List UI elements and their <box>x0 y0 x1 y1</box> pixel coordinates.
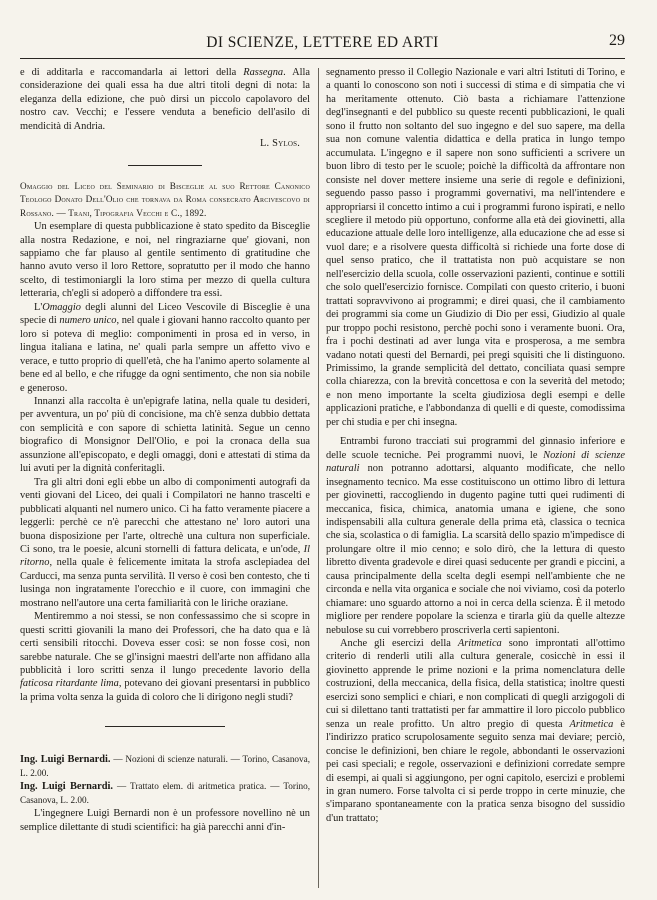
paragraph: Mentiremmo a noi stessi, se non confessassimo che si scopre in questi scritti giovanili la mano dei Professori, che ha dato qua e là certi sensibili ritocchi. Doveva esser così: se non fosse così, non sarebbe naturale. Che se gl'insigni maestri dell'arte non affidano alla pubblicità i loro scritti senza il lungo precedente lavorio della faticosa ritardante lima, potevano dei giovani presentarsi in pubblico la prima volta senza la guida di coloro che li dirigono negli studi? <box>20 611 311 703</box>
section-separator <box>128 165 202 166</box>
signature: L. Sylos. <box>260 138 300 150</box>
running-header <box>20 30 625 59</box>
book-entry: Ing. Luigi Bernardi. — Trattato elem. di aritmetica pratica. — Torino, Casanova, L. 2.00. <box>20 781 310 805</box>
paragraph: Anche gli esercizi della Aritmetica sono improntati all'ottimo criterio di renderli utili alla cultura generale, cosicchè in essi il giovinetto apprende le prime nozioni e la prima nomenclatura delle costruzioni, della meccanica, della fisica, della statistica; inoltre questi esercizi sono semplici e chiari, e non complicati di quegli arzigogoli di cui si dilettano tanti trattatisti per far ammattire il loro piccolo pubblico senza un reale profitto. Un altro pregio di questa Aritmetica è l'indirizzo pratico scrupolosamente seguito senza mai deviare; perciò, concise le definizioni, ben chiare le regole, abbondanti le osservazioni pei casi speciali; e regole, osservazioni e definizioni corredate sempre di esempi, ai quali si aggiungono, per ogni capitolo, esercizi e problemi in gran numero. Forse talvolta ci si perde troppo in certe minuzie, che s'imparano spontaneamente con la pratica senza bisogno del sussidio d'un trattato; <box>326 638 626 824</box>
paragraph: Un esemplare di questa pubblicazione è stato spedito da Bisceglie alla nostra Redazione, e noi, nel ringraziarne que' giovani, non sappiamo che far plauso al gentile sentimento di gratitudine che hanno avuto verso il loro Rettore, sopratutto per il modo che hanno scelto, di testimoniargli la loro stima per mezzo di quella cultura letteraria, ch'egli si adoperò a diffondere tra essi. <box>20 221 310 300</box>
paragraph: segnamento presso il Collegio Nazionale e vari altri Istituti di Torino, e a quanti lo conoscono son noti i successi di stima e di simpatia che vi ha meritamente ottenuto. Ciò basta a richiamare l'attenzione degl'insegnanti e del pubblico su queste recenti pubblicazioni, le quali sono il frutto non soltanto del suo ingegno e del suo sapere, ma della sua non comune valentia didattica e della pratica in lungo tempo accumulata. L'ingegno e il sapere non sono sufficienti a scrivere un buon libro di testo per le scuole; poichè la difficoltà da affrontare non consiste nel dover mettere insieme una serie di regole e definizioni, seguendo passo passo i programmi governativi, ma nell'intendere e appropriarsi il concetto intimo a cui i programmi furono ispirati, e nello scegliere il metodo più opportuno, conforme alla età dei giovinetti, alla educazione attuale delle loro intelligenze, alla educazione che ad esse si vuol dare; e a risolvere questa difficoltà si richiede una forte dose di quel senso pratico, che il trattatista non può acquistare se non nell'esercizio della scuola, colle osservazioni pazienti, continue e sottili che solo quell'esercizio fornisce. Compilati con questo criterio, i buoni trattati sopravvivono ai programmi; e direi quasi, che il cambiamento dei programmi sia come un Giudizio di Dio per essi, Giudizio al quale pur troppo pochi resistono, perchè pochi sono i veramente buoni. Ora, fra i pochi destinati ad aver lunga vita e prosperosa, a me sembra vadano notati questi del Bernardi, pei pregi squisiti che li distinguono. Primissimo, la grande semplicità del dettato, conciliata quasi sempre colla chiarezza, con la brevità concettosa e con la severità del metodo; e non meno importante la scelta giudiziosa degli esempi e delle applicazioni pratiche, e l'abbondanza di quelli e di queste, comodissima per chi studia e per chi insegna. <box>326 67 625 428</box>
right-column <box>326 66 625 825</box>
review-heading: Omaggio del Liceo del Seminario di Bisceglie al suo Rettore Canonico Teologo Donato Dell'Olio che tornava da Roma consecrato Arcivescovo di Rossano. — Trani, Tipografia Vecchi e C., 1892. <box>20 180 310 218</box>
paragraph: Tra gli altri doni egli ebbe un albo di componimenti autografi da venti giovani del Liceo, dei quali i Compilatori ne hanno trascelti e pubblicati alquanti nel numero unico. Ci ha fatto veramente piacere a leggerli: perchè ce n'è parecchi che attestano ne' loro autori una buona disposizione per l'arte, oltrechè una cultura non superficiale. Ci sono, tra le poesie, alcuni stornelli di fattura delicata, e un'ode, Il ritorno, nella quale è felicemente imitata la strofa asclepiadea del Carducci, ma senza punta servilità. Il verso è così ben contesto, che ti lusinga non ingratamente l'orecchio e il cuore, con immagini che mostrano nell'autore una certa familiarità con le liriche oraziane. <box>20 476 310 609</box>
paragraph: Innanzi alla raccolta è un'epigrafe latina, nella quale tu desideri, per avventura, un po' più di concisione, ma ch'è senza dubbio dettata con semplicità e con sapore di schietta latinità. Segue un cenno biografico di Monsignor Dell'Olio, e poi la cronaca della sua assunzione all'episcopato, e degli omaggi, doni e attestati di stima da lui avuti per la dignità conferitagli. <box>20 395 310 475</box>
paragraph: Entrambi furono tracciati sui programmi del ginnasio inferiore e delle scuole tecniche. Pei programmi nuovi, le Nozioni di scienze naturali non potranno adottarsi, alquanto modificate, che nello insegnamento tecnico. Ma esse costituiscono un ottimo libro di lettura per giovinetti, raccogliendo in dugento pagine tutti quei rudimenti di meccanica, fisica, chimica, anatomia umana e igiene, che sono indispensabili alla cultura generale della prima età, classica o tecnica che sia, scolastica o di famiglia. La scarsità dello spazio m'impedisce di prolungare oltre il mio cenno; e solo dirò, che la lettura di questo libretto diventa gradevole e direi quasi seducente per grandi e piccini, a causa principalmente della scelta degli esempi nell'ambiente che ne circonda e nella vita organica e sociale che noi viviamo, così da poterlo chiamare: uno sguardo attorno a noi in cerca della scienza. È il metodo migliore per rendere popolare la scienza e tirarla giù da quelle altezze nebulose su cui vorrebbero proscriverla certi sapientoni. <box>326 436 626 636</box>
book-entry: Ing. Luigi Bernardi. — Nozioni di scienze naturali. — Torino, Casanova, L. 2.00. <box>20 754 310 778</box>
section-separator <box>105 726 225 727</box>
paragraph: L'Omaggio degli alunni del Liceo Vescovile di Bisceglie è una specie di numero unico, nel quale i giovani hanno raccolto quanto per loro si poteva di meglio: componimenti in prosa ed in verso, in lingua italiana e latina, ne' quali parla sempre un affetto vivo e verace, e tutto proprio di quell'età, che ha l'animo aperto solamente al bene ed al bello, e che rifugge da ogni sentimento, che non sia nobile e generoso. <box>20 301 311 394</box>
page-number: 29 <box>609 32 625 49</box>
column-divider <box>318 68 319 888</box>
journal-title: DI SCIENZE, LETTERE ED ARTI <box>206 34 439 51</box>
left-column <box>20 66 310 834</box>
paragraph: e di additarla e raccomandarla ai lettori della Rassegna. Alla considerazione dei quali essa ha due altri titoli degni di nota: la eleganza della edizione, che può dirsi un piccolo capolavoro del nostro cav. Vecchi; e l'essere venduta a beneficio dell'asilo di mendicità di Andria. <box>20 67 311 132</box>
paragraph: L'ingegnere Luigi Bernardi non è un professore novellino nè un semplice dilettante di studi scientifici: ha già parecchi anni d'in- <box>20 808 310 833</box>
